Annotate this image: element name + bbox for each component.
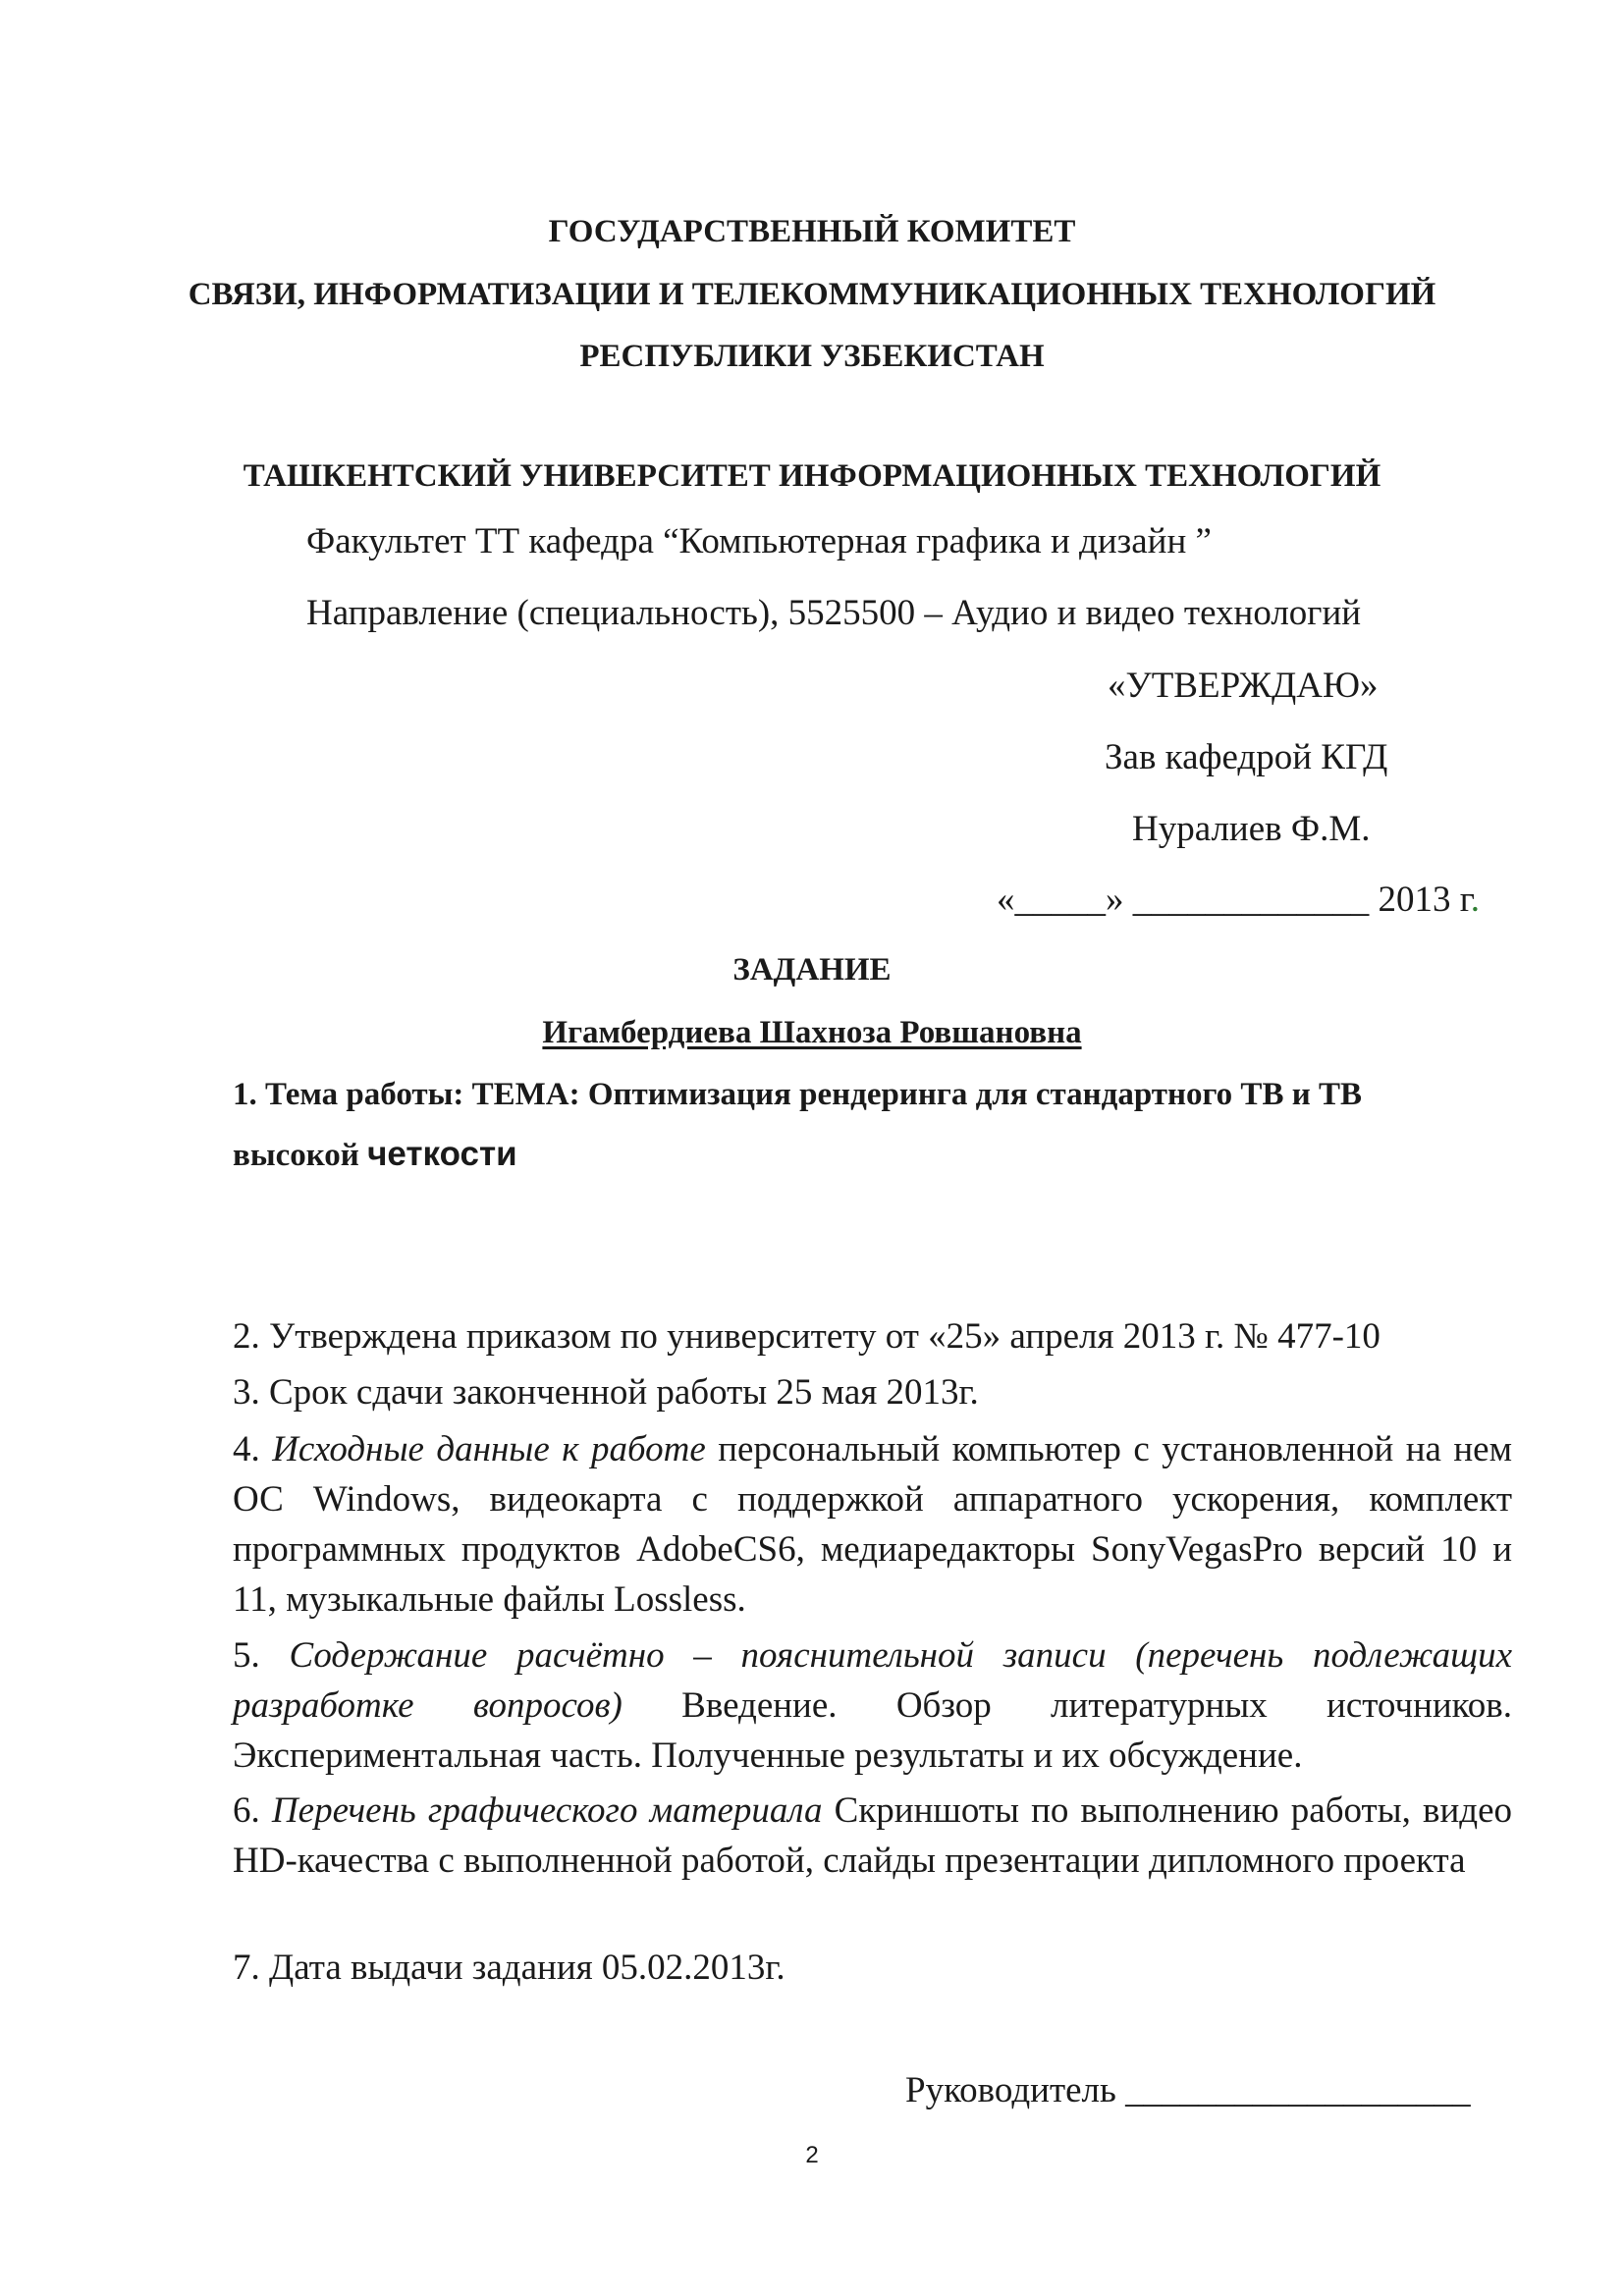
- header-line-1: ГОСУДАРСТВЕННЫЙ КОМИТЕТ: [548, 214, 1076, 249]
- item-2: 2. Утверждена приказом по университету от «25» апреля 2013 г. № 477-10: [233, 1316, 1380, 1357]
- direction-line: Направление (специальность), 5525500 – Аудио и видео технологий: [306, 593, 1362, 633]
- topic-line-2-part-b: четкости: [367, 1135, 517, 1173]
- approval-date-line: [997, 879, 1480, 921]
- university-name: ТАШКЕНТСКИЙ УНИВЕРСИТЕТ ИНФОРМАЦИОННЫХ ТЕХНОЛОГИЙ: [243, 458, 1381, 494]
- item-6-text: Скриншоты по выполнению работы, видео HD-качества с выполненной работой, слайды презентации дипломного проекта: [233, 1790, 1513, 1881]
- faculty-line: Факультет ТТ кафедра “Компьютерная графика и дизайн ”: [306, 521, 1212, 561]
- item-4-text: персональный компьютер с установленной на нем ОС Windows, видеокарта с поддержкой аппаратного ускорения, комплект программных продуктов AdobeCS6, медиаредакторы SonyVegasPro версий 10 и 11, музыкальные файлы Lossless.: [233, 1429, 1513, 1620]
- approval-date-dot: .: [1470, 880, 1481, 920]
- item-3: 3. Срок сдачи законченной работы 25 мая 2013г.: [233, 1372, 979, 1413]
- topic-line-1: 1. Тема работы: ТЕМА: Оптимизация рендеринга для стандартного ТВ и ТВ: [233, 1077, 1362, 1112]
- approval-title: «УТВЕРЖДАЮ»: [1108, 666, 1379, 706]
- item-4-label: Исходные данные к работе: [272, 1429, 706, 1469]
- item-7: 7. Дата выдачи задания 05.02.2013г.: [233, 1948, 785, 1988]
- student-name: Игамбердиева Шахноза Ровшановна: [542, 1015, 1082, 1050]
- approval-role: Зав кафедрой КГД: [1105, 737, 1388, 777]
- topic-line-2-part-a: высокой: [233, 1138, 368, 1173]
- header-line-2: СВЯЗИ, ИНФОРМАТИЗАЦИИ И ТЕЛЕКОММУНИКАЦИОННЫХ ТЕХНОЛОГИЙ: [188, 277, 1436, 312]
- approval-date-text: «_____» _____________ 2013 г: [997, 880, 1471, 920]
- item-6: [233, 1786, 1512, 1886]
- item-6-label: Перечень графического материала: [271, 1790, 823, 1831]
- approval-name: Нуралиев Ф.М.: [1132, 809, 1371, 849]
- item-5-prefix: 5.: [233, 1635, 290, 1676]
- header-line-3: РЕСПУБЛИКИ УЗБЕКИСТАН: [579, 339, 1045, 374]
- item-5: [233, 1630, 1512, 1781]
- item-4-prefix: 4.: [233, 1429, 273, 1469]
- item-4: [233, 1424, 1512, 1625]
- task-title: ЗАДАНИЕ: [732, 952, 892, 988]
- supervisor-signature-line: Руководитель ___________________: [905, 2070, 1471, 2110]
- topic-line-2: [233, 1135, 517, 1174]
- page-number: 2: [805, 2142, 819, 2168]
- item-5-label: Содержание расчётно – пояснительной записи (перечень подлежащих разработке вопросов): [233, 1635, 1513, 1726]
- item-5-text: Введение. Обзор литературных источников. Экспериментальная часть. Полученные результаты и их обсуждение.: [233, 1685, 1512, 1776]
- item-6-prefix: 6.: [233, 1790, 272, 1831]
